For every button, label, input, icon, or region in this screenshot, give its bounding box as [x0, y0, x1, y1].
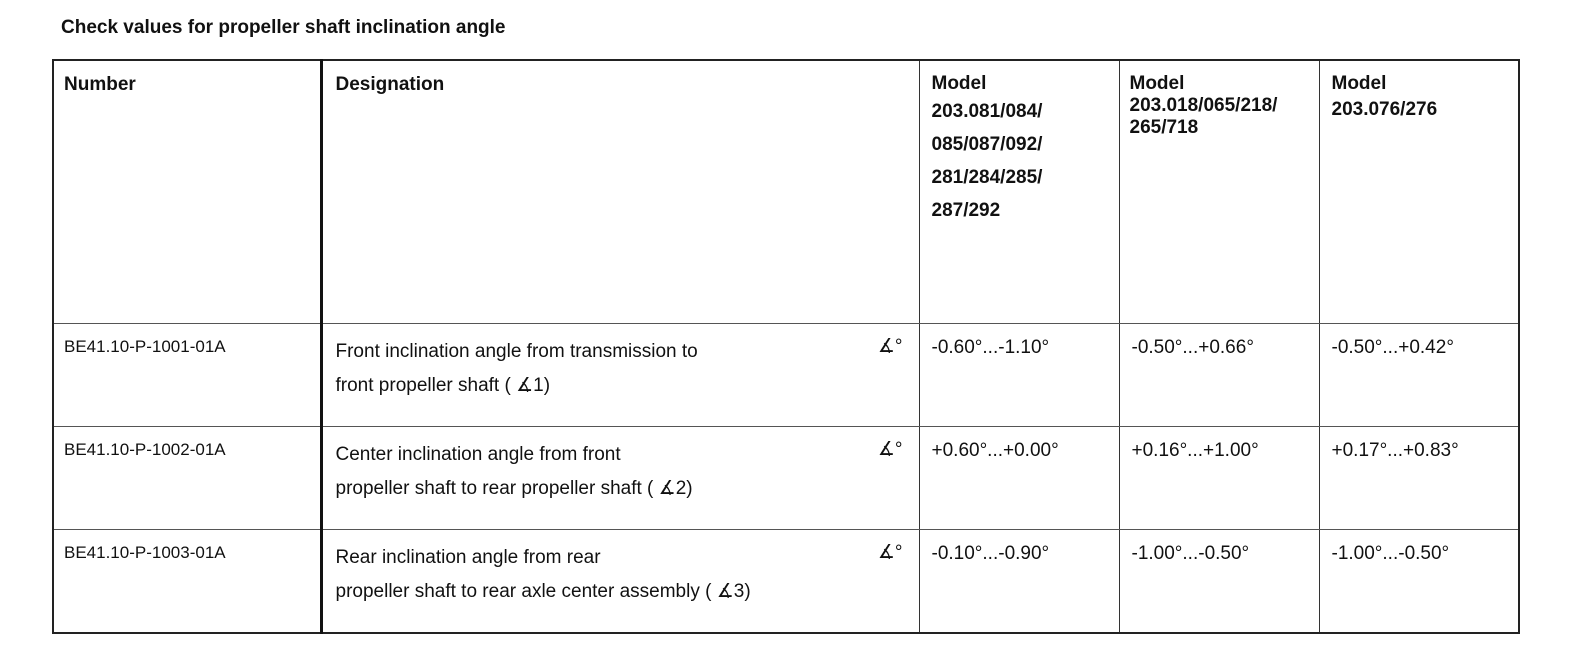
angle-reference: ∡3)	[716, 581, 751, 602]
header-designation	[321, 60, 919, 324]
header-designation-label: Designation	[335, 74, 445, 95]
designation-cell	[321, 324, 919, 427]
header-model-b-line: 265/718	[1129, 117, 1199, 138]
value-cell	[1119, 427, 1319, 530]
header-model-a-line: 085/087/092/	[931, 134, 1043, 155]
number-cell	[53, 427, 321, 530]
header-model-c-label: Model	[1331, 73, 1387, 94]
header-model-b-label: Model	[1129, 73, 1185, 94]
value-cell	[1319, 324, 1519, 427]
header-model-c	[1319, 60, 1519, 324]
designation-line: Front inclination angle from transmission to	[335, 341, 698, 362]
table-row	[53, 324, 1519, 427]
number-cell	[53, 324, 321, 427]
value-model-b: -1.00°...-0.50°	[1131, 543, 1250, 564]
value-cell	[1319, 530, 1519, 634]
designation-cell	[321, 427, 919, 530]
document-title: Check values for propeller shaft inclination angle	[61, 17, 506, 38]
header-number	[53, 60, 321, 324]
value-cell	[1319, 427, 1519, 530]
header-model-a-line: 281/284/285/	[931, 167, 1043, 188]
value-model-a: -0.10°...-0.90°	[931, 543, 1050, 564]
table-header-row	[53, 60, 1519, 324]
header-model-c-line: 203.076/276	[1331, 99, 1438, 120]
value-cell	[919, 324, 1119, 427]
angle-reference: ∡2)	[658, 478, 693, 499]
number-cell	[53, 530, 321, 634]
value-model-a: +0.60°...+0.00°	[931, 440, 1059, 461]
value-model-b: -0.50°...+0.66°	[1131, 337, 1254, 358]
value-model-c: +0.17°...+0.83°	[1331, 440, 1459, 461]
row-number: BE41.10-P-1001-01A	[64, 337, 226, 356]
value-cell	[1119, 324, 1319, 427]
header-model-a	[919, 60, 1119, 324]
row-number: BE41.10-P-1002-01A	[64, 440, 226, 459]
header-model-a-line: 203.081/084/	[931, 101, 1043, 122]
value-cell	[1119, 530, 1319, 634]
designation-line: front propeller shaft (	[335, 375, 511, 396]
value-cell	[919, 427, 1119, 530]
header-model-a-label: Model	[931, 73, 987, 94]
value-cell	[919, 530, 1119, 634]
header-model-b-line: 203.018/065/218/	[1129, 95, 1278, 116]
designation-line: Rear inclination angle from rear	[335, 547, 601, 568]
designation-cell	[321, 530, 919, 634]
value-model-c: -0.50°...+0.42°	[1331, 337, 1454, 358]
value-model-b: +0.16°...+1.00°	[1131, 440, 1259, 461]
table-row	[53, 427, 1519, 530]
angle-unit-icon: ∡°	[877, 439, 903, 460]
header-model-b	[1119, 60, 1319, 324]
designation-line: propeller shaft to rear axle center assembly (	[335, 581, 712, 602]
value-model-c: -1.00°...-0.50°	[1331, 543, 1450, 564]
angle-reference: ∡1)	[516, 375, 551, 396]
row-number: BE41.10-P-1003-01A	[64, 543, 226, 562]
angle-unit-icon: ∡°	[877, 542, 903, 563]
table-row	[53, 530, 1519, 634]
designation-line: propeller shaft to rear propeller shaft (	[335, 478, 654, 499]
header-number-label: Number	[64, 74, 136, 95]
header-model-a-line: 287/292	[931, 200, 1001, 221]
check-values-table	[52, 59, 1520, 634]
value-model-a: -0.60°...-1.10°	[931, 337, 1050, 358]
designation-line: Center inclination angle from front	[335, 444, 621, 465]
angle-unit-icon: ∡°	[877, 336, 903, 357]
